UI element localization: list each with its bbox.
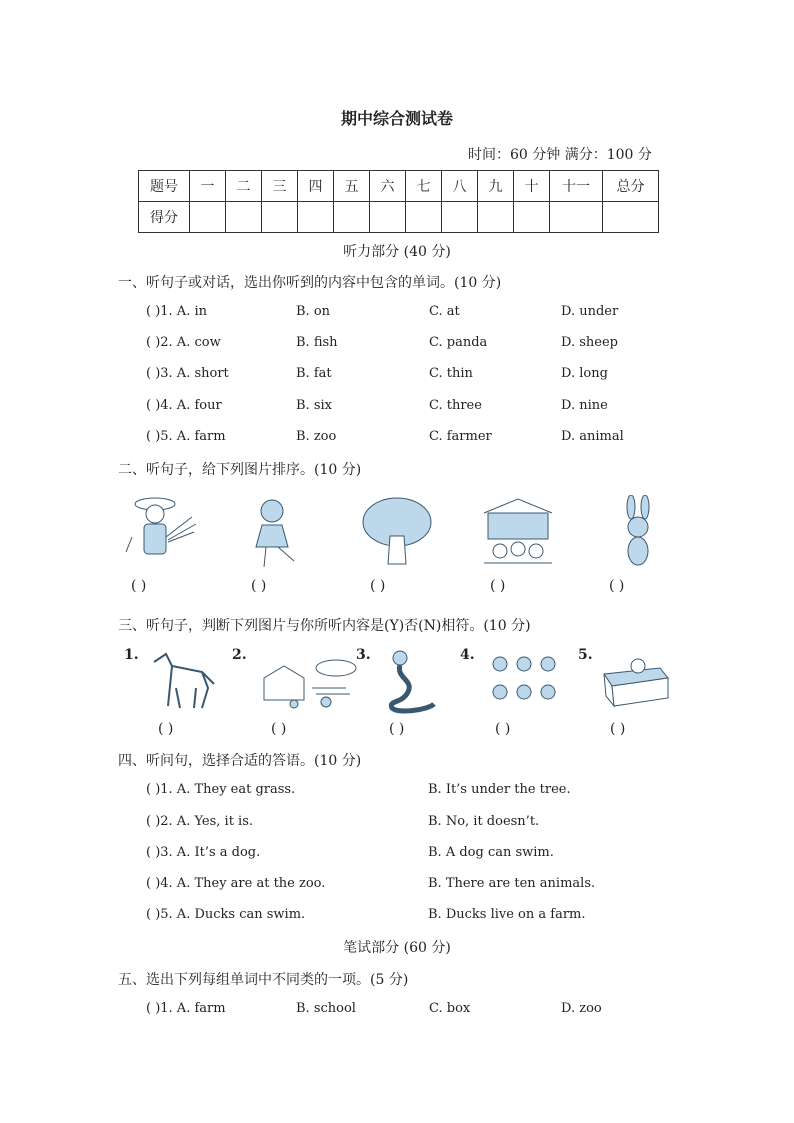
item-number: 2. <box>232 647 247 663</box>
horse-picture <box>146 648 216 714</box>
score-blank[interactable] <box>550 202 603 233</box>
score-cell: 七 <box>406 171 442 202</box>
zoo-picture <box>482 495 556 570</box>
score-cell: 八 <box>442 171 478 202</box>
score-blank[interactable] <box>603 202 659 233</box>
score-blank[interactable] <box>226 202 262 233</box>
answer-blank[interactable]: ( ) <box>370 578 386 594</box>
farm-picture <box>254 654 366 710</box>
score-blank[interactable] <box>478 202 514 233</box>
girl-picture <box>248 495 308 573</box>
score-cell: 三 <box>262 171 298 202</box>
score-blank[interactable] <box>262 202 298 233</box>
score-cell: 六 <box>370 171 406 202</box>
answer-blank[interactable]: ( ) <box>158 721 174 737</box>
score-blank[interactable] <box>370 202 406 233</box>
section-3-heading: 三、听句子，判断下列图片与你所听内容是(Y)否(N)相符。(10 分) <box>118 618 531 634</box>
listening-header: 听力部分 (40 分) <box>343 244 451 260</box>
item-number: 4. <box>460 647 475 663</box>
score-cell: 二 <box>226 171 262 202</box>
score-blank[interactable] <box>298 202 334 233</box>
writing-header: 笔试部分 (60 分) <box>343 940 451 956</box>
snake-picture <box>378 648 440 714</box>
answer-blank[interactable]: ( ) <box>490 578 506 594</box>
score-blank[interactable] <box>442 202 478 233</box>
section-2-heading: 二、听句子，给下列图片排序。(10 分) <box>118 462 362 478</box>
rabbit-picture <box>613 495 663 573</box>
score-cell: 九 <box>478 171 514 202</box>
score-blank[interactable] <box>190 202 226 233</box>
answer-blank[interactable]: ( ) <box>495 721 511 737</box>
page-title: 期中综合测试卷 <box>340 109 453 128</box>
score-cell: 总分 <box>603 171 659 202</box>
score-blank[interactable] <box>514 202 550 233</box>
score-blank[interactable] <box>334 202 370 233</box>
score-table-header-row <box>139 171 659 202</box>
item-number: 3. <box>356 647 371 663</box>
answer-blank[interactable]: ( ) <box>251 578 267 594</box>
score-cell: 四 <box>298 171 334 202</box>
score-cell: 五 <box>334 171 370 202</box>
item-number: 1. <box>124 647 139 663</box>
section-5-heading: 五、选出下列每组单词中不同类的一项。(5 分) <box>118 972 409 988</box>
item-number: 5. <box>578 647 593 663</box>
score-cell: 十一 <box>550 171 603 202</box>
answer-blank[interactable]: ( ) <box>131 578 147 594</box>
farmer-picture <box>122 492 200 572</box>
answer-blank[interactable]: ( ) <box>389 721 405 737</box>
tree-picture <box>360 496 434 568</box>
answer-blank[interactable]: ( ) <box>609 578 625 594</box>
answer-blank[interactable]: ( ) <box>610 721 626 737</box>
score-cell: 十 <box>514 171 550 202</box>
score-blank[interactable] <box>406 202 442 233</box>
score-table-score-row <box>139 202 659 233</box>
score-cell: 得分 <box>139 202 190 233</box>
score-cell: 一 <box>190 171 226 202</box>
section-1-heading: 一、听句子或对话，选出你听到的内容中包含的单词。(10 分) <box>118 275 502 291</box>
time-info: 时间：60 分钟 满分：100 分 <box>468 147 652 163</box>
animals-picture <box>488 652 562 712</box>
answer-blank[interactable]: ( ) <box>271 721 287 737</box>
section-4-heading: 四、听问句，选择合适的答语。(10 分) <box>118 753 362 769</box>
score-table <box>138 170 659 233</box>
cat-box-picture <box>600 654 670 710</box>
score-cell: 题号 <box>139 171 190 202</box>
